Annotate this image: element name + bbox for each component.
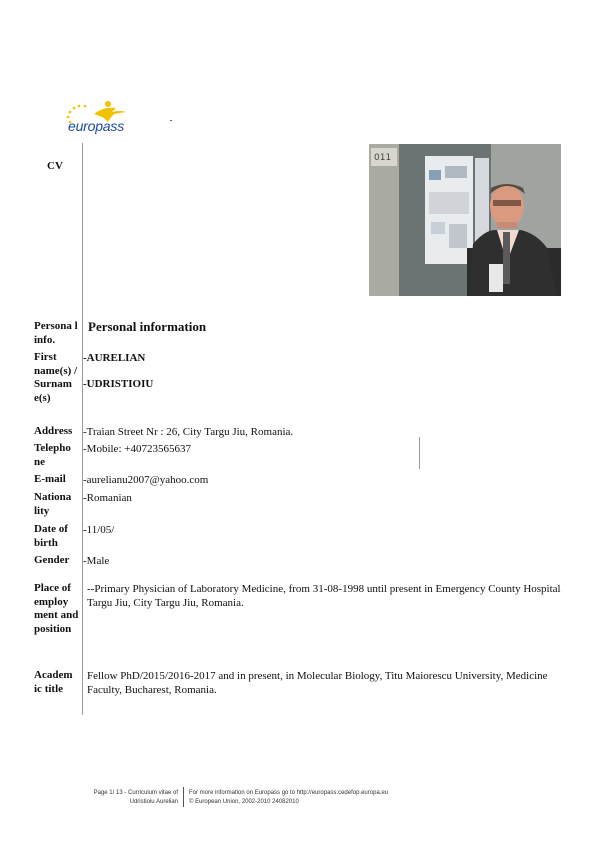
first-name-value: -AURELIAN (83, 352, 146, 364)
dob-value: -11/05/ (83, 524, 115, 536)
cv-label: CV (47, 160, 63, 172)
surname-value: -UDRISTIOIU (83, 378, 154, 390)
footer-page-info (70, 789, 178, 806)
email-value: -aurelianu2007@yahoo.com (83, 474, 209, 486)
employment-label: Place of employ ment and position (34, 582, 79, 635)
footer-url-line: For more information on Europass go to http://europass.cedefop.europa.eu (189, 790, 389, 796)
nationality-value: -Romanian (83, 492, 132, 504)
telephone-value: -Mobile: +40723565637 (83, 443, 191, 455)
telephone-label: Telepho ne (34, 442, 71, 468)
academic-label: Academ ic title (34, 669, 73, 695)
address-value: -Traian Street Nr : 26, City Targu Jiu, Romania. (83, 426, 294, 438)
gender-value: -Male (83, 555, 110, 567)
academic-value: Fellow PhD/2015/2016-2017 and in present, in Molecular Biology, Titu Maiorescu University, Medicine Faculty, Bucharest, Romania. (87, 670, 548, 696)
footer-europass-info (189, 789, 388, 806)
email-label: E-mail (34, 473, 66, 485)
footer-page-line: Page 1/ 13 - Curriculum vitae of (93, 790, 178, 796)
footer-copyright-line: © European Union, 2002-2010 24082010 (189, 798, 299, 805)
footer-divider (183, 787, 184, 807)
address-label: Address (34, 425, 73, 437)
gender-label: Gender (34, 554, 70, 566)
name-label: First name(s) / Surnam e(s) (34, 351, 78, 404)
footer-name-line: Udristioiu Aurelian (129, 798, 178, 805)
section-title: Personal information (88, 319, 207, 334)
telephone-divider (419, 437, 420, 469)
dob-label: Date of birth (34, 523, 68, 549)
profile-photo (369, 144, 561, 296)
divider (170, 120, 172, 121)
svg-text:011: 011 (374, 153, 392, 163)
europass-logo-text: europass (68, 118, 124, 134)
personal-info-label: Persona l info. (34, 320, 78, 346)
employment-value: --Primary Physician of Laboratory Medicine, from 31-08-1998 until present in Emergency County Hospital Targu Jiu, City Targu Jiu, Romania. (87, 583, 561, 609)
nationality-label: Nationa lity (34, 491, 72, 517)
